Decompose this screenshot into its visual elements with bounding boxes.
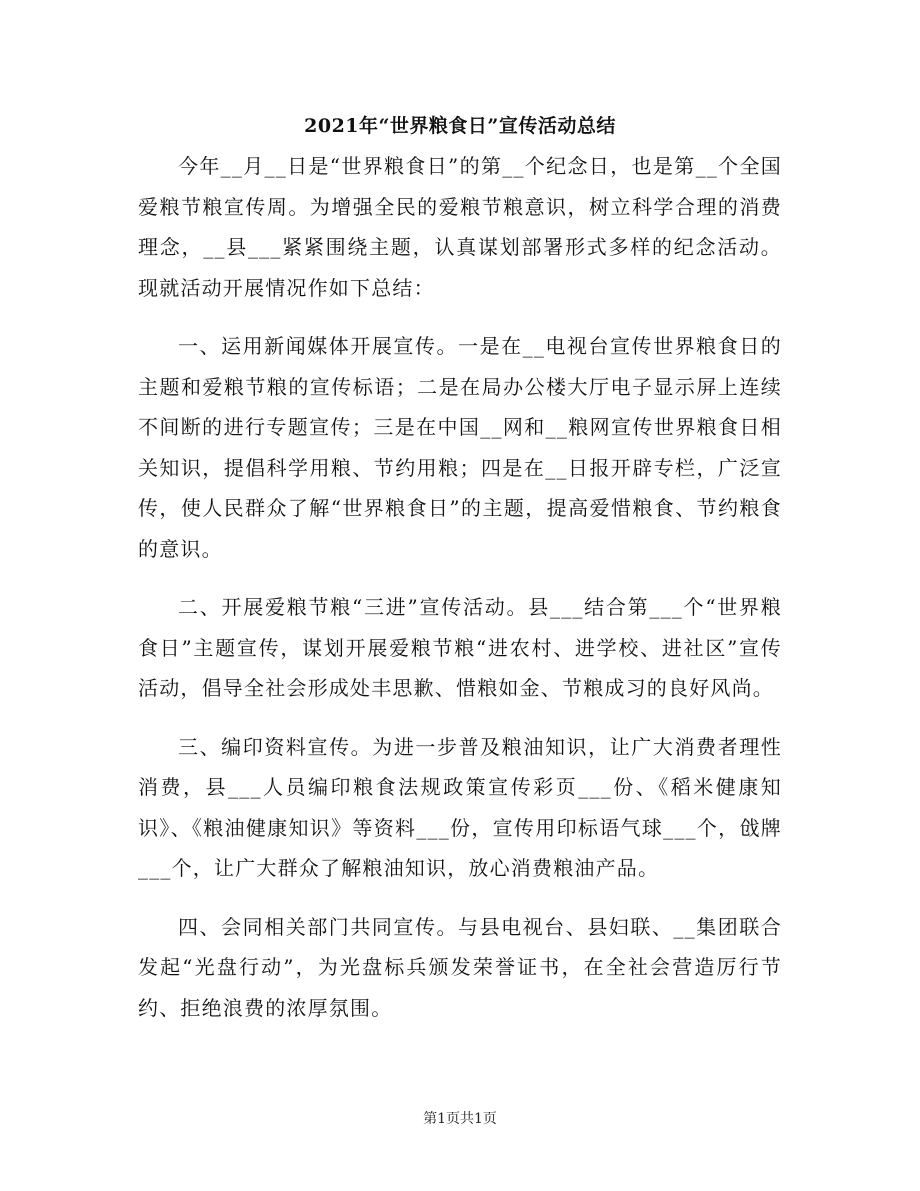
page-number: 第1页共1页 xyxy=(423,1111,497,1127)
paragraph-printed-materials: 三、编印资料宣传。为进一步普及粮油知识，让广大消费者理性消费，县___人员编印粮食法规政策宣传彩页___份、《稻米健康知识》、《粮油健康知识》等资料___份，宣传用印标语气球___个，戗牌___个，让广大群众了解粮油知识，放心消费粮油产品。 xyxy=(138,734,782,880)
paragraph-joint-publicity: 四、会同相关部门共同宣传。与县电视台、县妇联、__集团联合发起“光盘行动”，为光盘标兵颁发荣誉证书，在全社会营造厉行节约、拒绝浪费的浓厚氛围。 xyxy=(138,914,782,1020)
document-body xyxy=(138,146,782,1046)
document-title: 2021年“世界粮食日”宣传活动总结 xyxy=(304,115,616,137)
paragraph-media-publicity: 一、运用新闻媒体开展宣传。一是在__电视台宣传世界粮食日的主题和爱粮节粮的宣传标语；二是在局办公楼大厅电子显示屏上连续不间断的进行专题宣传；三是在中国__网和__粮网宣传世界粮食日相关知识，提倡科学用粮、节约用粮；四是在__日报开辟专栏，广泛宣传，使人民群众了解“世界粮食日”的主题，提高爱惜粮食、节约粮食的意识。 xyxy=(138,334,782,561)
paragraph-intro: 今年__月__日是“世界粮食日”的第__个纪念日，也是第__个全国爱粮节粮宣传周。为增强全民的爱粮节粮意识，树立科学合理的消费理念，__县___紧紧围绕主题，认真谋划部署形式多样的纪念活动。现就活动开展情况作如下总结： xyxy=(138,154,782,300)
paragraph-three-entries: 二、开展爱粮节粮“三进”宣传活动。县___结合第___个“世界粮食日”主题宣传，谋划开展爱粮节粮“进农村、进学校、进社区”宣传活动，倡导全社会形成处丰思歉、惜粮如金、节粮成习的良好风尚。 xyxy=(138,595,782,700)
